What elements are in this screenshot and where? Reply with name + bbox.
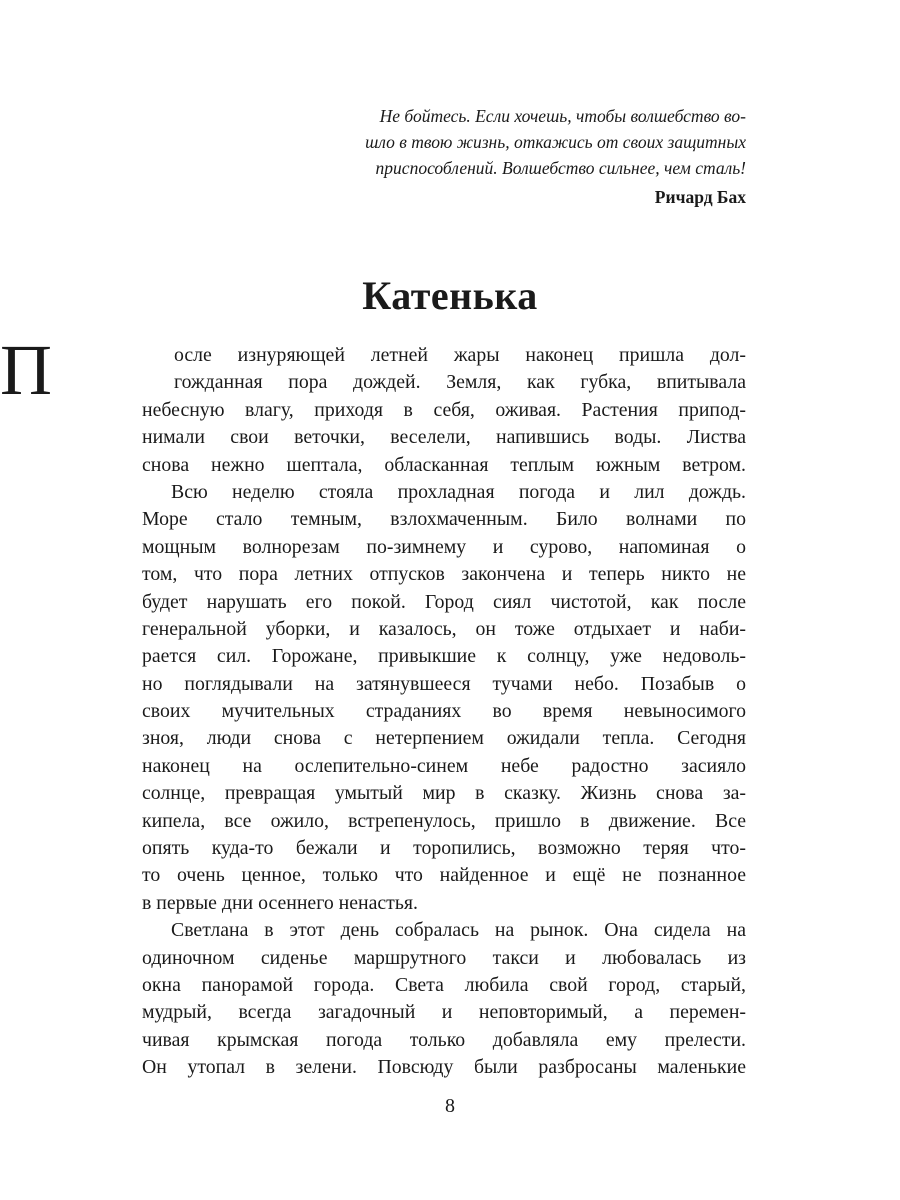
text-line: наконец на ослепительно-синем небе радостно засияло [142,754,746,777]
text-line: опять куда-то бежали и торопились, возможно теряя что- [142,837,746,860]
epigraph [290,103,746,210]
text-line: зноя, люди снова с нетерпением ожидали тепла. Сегодня [142,727,746,750]
chapter-title: Катенька [362,273,538,318]
text-line: осле изнуряющей летней жары наконец пришла дол- [174,344,746,366]
epigraph-text [290,103,746,181]
text-line: будет нарушать его покой. Город сиял чистотой, как после [142,590,746,613]
drop-cap: П [0,330,52,410]
text-line: мудрый, всегда загадочный и неповторимый, а перемен- [142,1001,746,1024]
text-line: том, что пора летних отпусков закончена и теперь никто не [142,563,746,586]
text-line: Всю неделю стояла прохладная погода и лил дождь. [171,480,746,503]
text-line: Светлана в этот день собралась на рынок. Она сидела на [171,919,746,942]
text-line: Он утопал в зелени. Повсюду были разбросаны маленькие [142,1056,746,1079]
body-text [142,342,746,1082]
text-line: чивая крымская погода только добавляла ему прелести. [142,1028,746,1051]
text-line: своих мучительных страданиях во время невыносимого [142,700,746,723]
epigraph-author: Ричард Бах [654,187,746,207]
text-line: нимали свои веточки, веселели, напившись воды. Листва [142,426,746,449]
text-line: гожданная пора дождей. Земля, как губка, впитывала [174,371,746,394]
text-line: генеральной уборки, и казалось, он тоже отдыхает и наби- [142,617,746,640]
text-line: то очень ценное, только что найденное и ещё не познанное [142,864,746,887]
text-line: окна панорамой города. Света любила свой город, старый, [142,973,746,996]
text-line: одиночном сиденье маршрутного такси и любовалась из [142,946,746,969]
epigraph-line: Не бойтесь. Если хочешь, чтобы волшебство во- [379,106,746,126]
text-line: но поглядывали на затянувшееся тучами небо. Позабыв о [142,672,746,695]
page-number: 8 [445,1095,455,1117]
epigraph-line: шло в твою жизнь, откажись от своих защитных [365,132,746,152]
text-line: Море стало темным, взлохмаченным. Било волнами по [142,508,746,531]
epigraph-line: приспособлений. Волшебство сильнее, чем сталь! [375,158,746,178]
text-line: снова нежно шептала, обласканная теплым южным ветром. [142,453,746,476]
text-line: рается сил. Горожане, привыкшие к солнцу, уже недоволь- [142,645,746,668]
text-line: кипела, все ожило, встрепенулось, пришло в движение. Все [142,809,746,832]
text-line: солнце, превращая умытый мир в сказку. Жизнь снова за- [142,782,746,805]
text-line: мощным волнорезам по-зимнему и сурово, напоминая о [142,535,746,558]
text-line: в первые дни осеннего ненастья. [142,891,418,914]
text-line: небесную влагу, приходя в себя, оживая. Растения припод- [142,398,746,421]
